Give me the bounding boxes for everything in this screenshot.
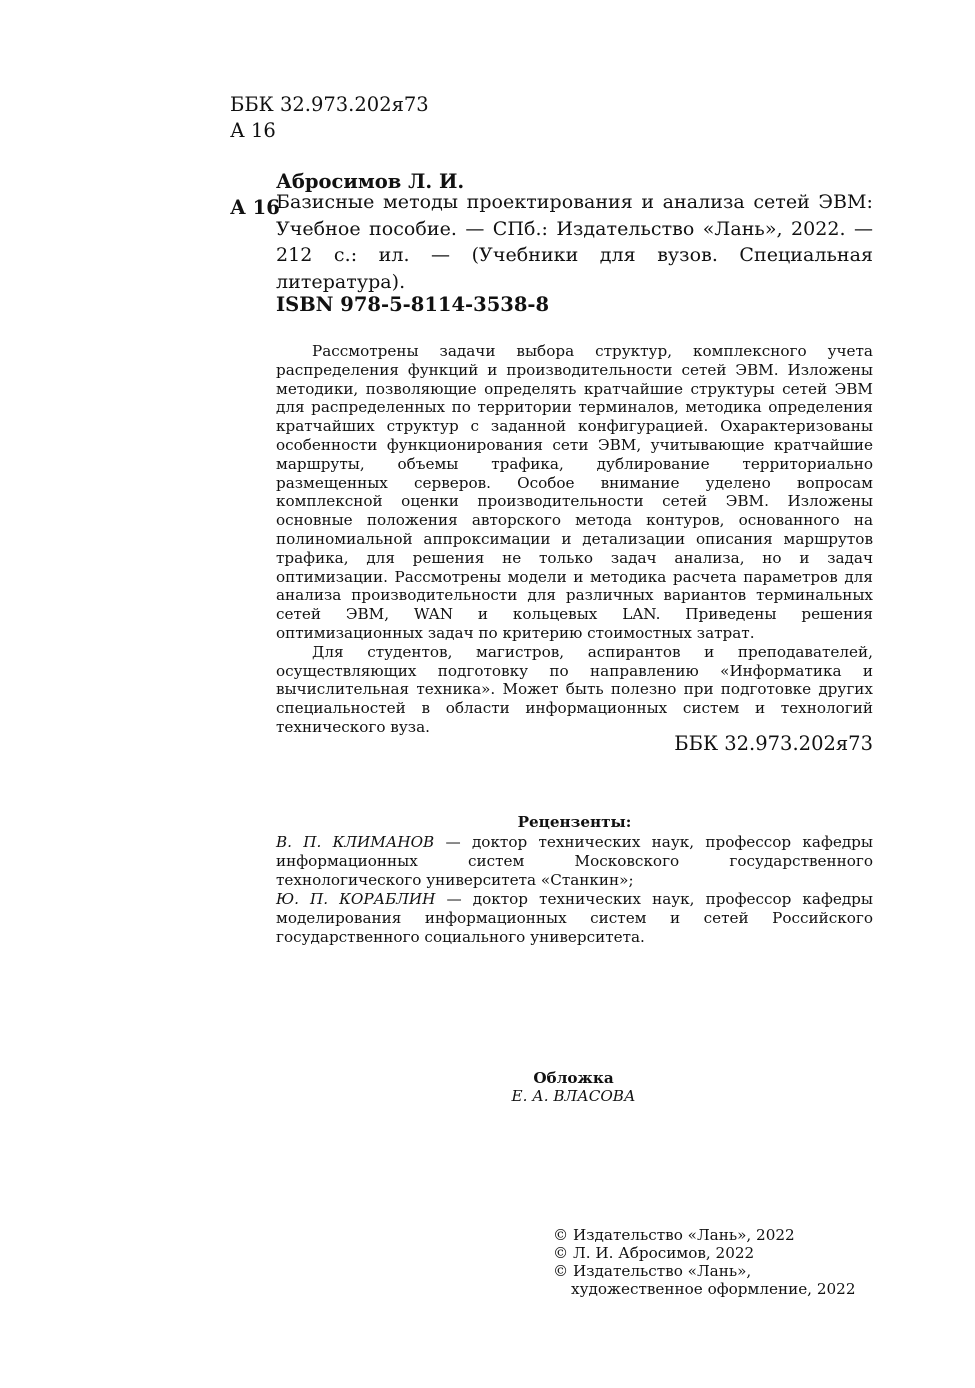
reviewer-name: В. П. КЛИМАНОВ [276, 833, 435, 851]
annotation [276, 342, 873, 737]
record-index: А 16 [230, 196, 280, 219]
bbk-code-bottom: ББК 32.973.202я73 [674, 732, 873, 755]
bbk-code: ББК 32.973.202я73 [230, 93, 429, 116]
reviewers-list [276, 833, 873, 947]
copyright-line: © Издательство «Лань», [553, 1262, 752, 1280]
reviewer-entry [276, 890, 873, 947]
reviewers-heading: Рецензенты: [517, 813, 632, 831]
author-index: А 16 [230, 119, 276, 142]
isbn: ISBN 978-5-8114-3538-8 [276, 293, 550, 316]
cover-heading: Обложка [533, 1069, 614, 1087]
author-name: Абросимов Л. И. [276, 170, 465, 193]
annotation-paragraph: Рассмотрены задачи выбора структур, комплексного учета распределения функций и производительности сетей ЭВМ. Изложены методики, позволяющие определять кратчайшие структуры сетей ЭВМ для распределенных по территории терминалов, методика определения кратчайших структур с заданной конфигурацией. Охарактеризованы особенности функционирования сети ЭВМ, учитывающие кратчайшие маршруты, объемы трафика, дублирование территориально размещенных серверов. Особое внимание уделено вопросам комплексной оценки производительности сетей ЭВМ. Изложены основные положения авторского метода контуров, основанного на полиномиальной аппроксимации и детализации описания маршрутов трафика, для решения не только задач анализа, но и задач оптимизации. Рассмотрены модели и методика расчета параметров для анализа производительности для различных вариантов терминальных сетей ЭВМ, WAN и кольцевых LAN. Приведены решения оптимизационных задач по критерию стоимостных затрат. [276, 342, 873, 642]
annotation-paragraph: Для студентов, магистров, аспирантов и преподавателей, осуществляющих подготовку по направлению «Информатика и вычислительная техника». Может быть полезно при подготовке других специальностей в области информационных систем и технологий технического вуза. [276, 642, 873, 736]
reviewer-description: — доктор технических наук, профессор кафедры моделирования информационных систем и сетей Российского государственного социального университета. [276, 890, 873, 946]
copyright-line: © Издательство «Лань», 2022 [553, 1226, 795, 1244]
reviewer-entry [276, 833, 873, 890]
cover-designer: Е. А. ВЛАСОВА [511, 1087, 636, 1105]
reviewer-description: — доктор технических наук, профессор кафедры информационных систем Московского государственного технологического университета «Станкин»; [276, 833, 873, 889]
bibliographic-description: Базисные методы проектирования и анализа сетей ЭВМ: Учебное пособие. — СПб.: Издательство «Лань», 2022. — 212 с.: ил. — (Учебники для вузов. Специальная литература). [276, 191, 873, 293]
bbk-header [230, 92, 429, 144]
copyright-block [553, 1226, 856, 1298]
copyright-line: © Л. И. Абросимов, 2022 [553, 1244, 755, 1262]
reviewer-name: Ю. П. КОРАБЛИН [276, 890, 436, 908]
copyright-line: художественное оформление, 2022 [571, 1280, 856, 1298]
